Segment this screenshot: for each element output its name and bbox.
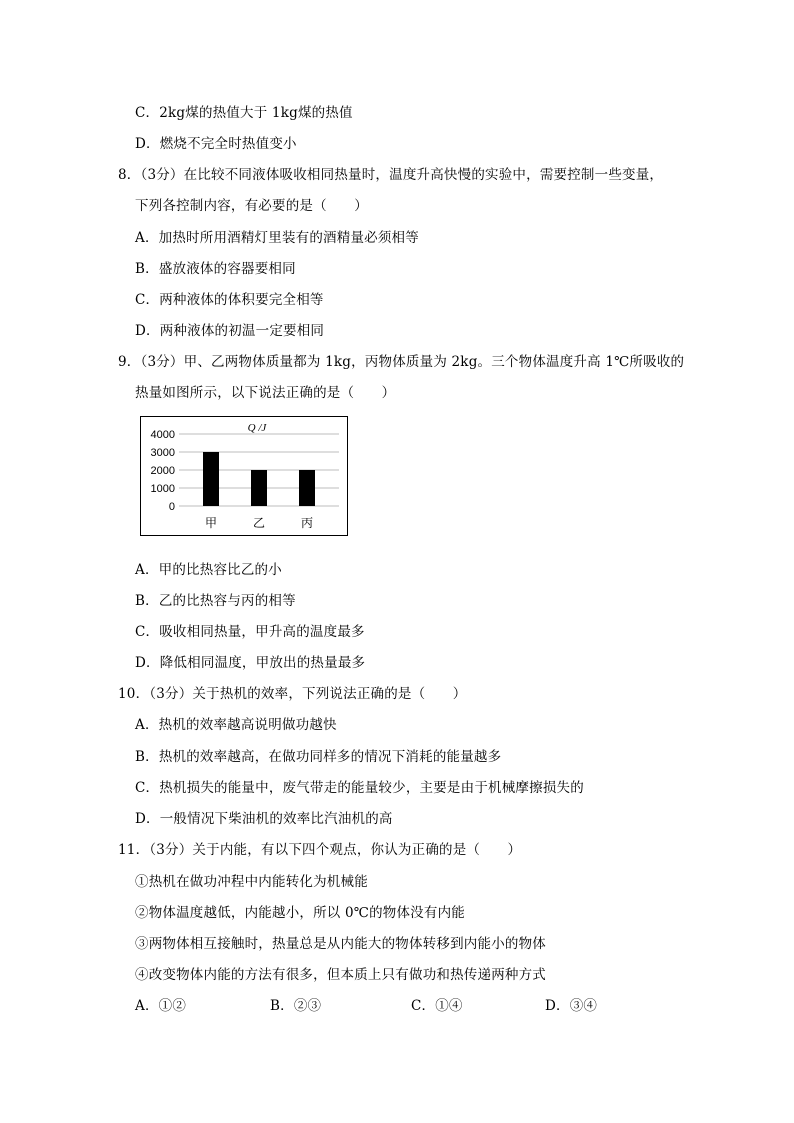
heat-bar-chart <box>140 416 348 536</box>
y-tick-label: 0 <box>168 501 175 513</box>
y-tick-label: 4000 <box>150 429 175 441</box>
chart-svg <box>141 417 347 535</box>
q11-option-d: D．③④ <box>545 998 598 1014</box>
q10-stem: 10．（3分）关于热机的效率，下列说法正确的是（ ） <box>118 686 467 702</box>
x-category-label: 丙 <box>300 516 314 530</box>
q8-stem-line1: 8．（3分）在比较不同液体吸收相同热量时，温度升高快慢的实验中，需要控制一些变量， <box>118 167 664 183</box>
y-tick-label: 3000 <box>150 447 175 459</box>
y-tick-label: 2000 <box>150 465 175 477</box>
q11-statement-1: ①热机在做功冲程中内能转化为机械能 <box>135 874 368 890</box>
q11-option-b: B．②③ <box>270 998 322 1014</box>
q7-option-d: D．燃烧不完全时热值变小 <box>135 136 297 152</box>
q7-option-c: C．2kg煤的热值大于 1kg煤的热值 <box>135 105 353 121</box>
q9-option-d: D．降低相同温度，甲放出的热量最多 <box>135 655 366 671</box>
q11-option-c: C．①④ <box>411 998 463 1014</box>
q10-option-d: D．一般情况下柴油机的效率比汽油机的高 <box>135 811 393 827</box>
q9-option-a: A．甲的比热容比乙的小 <box>135 562 282 578</box>
y-tick-label: 1000 <box>150 483 175 495</box>
q9-option-c: C．吸收相同热量，甲升高的温度最多 <box>135 624 365 640</box>
q8-option-d: D．两种液体的初温一定要相同 <box>135 323 325 339</box>
q9-option-b: B．乙的比热容与丙的相等 <box>135 593 296 609</box>
q8-option-a: A．加热时所用酒精灯里装有的酒精量必须相等 <box>135 230 419 246</box>
q9-stem-line1: 9．（3分）甲、乙两物体质量都为 1kg，丙物体质量为 2kg。三个物体温度升高 1℃所吸收的 <box>118 354 685 370</box>
q11-statement-2: ②物体温度越低，内能越小，所以 0℃的物体没有内能 <box>135 905 465 921</box>
q11-option-a: A．①② <box>135 998 187 1014</box>
q9-stem-line2: 热量如图所示，以下说法正确的是（ ） <box>135 385 396 401</box>
x-category-label: 乙 <box>252 516 266 530</box>
q10-option-c: C．热机损失的能量中，废气带走的能量较少，主要是由于机械摩擦损失的 <box>135 780 584 796</box>
bar-2 <box>251 470 267 506</box>
q8-option-b: B．盛放液体的容器要相同 <box>135 261 296 277</box>
bar-1 <box>203 452 219 506</box>
q11-statement-4: ④改变物体内能的方法有很多，但本质上只有做功和热传递两种方式 <box>135 967 546 983</box>
q11-statement-3: ③两物体相互接触时，热量总是从内能大的物体转移到内能小的物体 <box>135 936 546 952</box>
q8-stem-line2: 下列各控制内容，有必要的是（ ） <box>135 198 368 214</box>
bar-3 <box>299 470 315 506</box>
x-category-label: 甲 <box>204 516 218 530</box>
q10-option-b: B．热机的效率越高，在做功同样多的情况下消耗的能量越多 <box>135 749 502 765</box>
q10-option-a: A．热机的效率越高说明做功越快 <box>135 717 337 733</box>
chart-title: Q /J <box>247 422 267 434</box>
q11-stem: 11．（3分）关于内能，有以下四个观点，你认为正确的是（ ） <box>118 842 522 858</box>
q8-option-c: C．两种液体的体积要完全相等 <box>135 292 324 308</box>
